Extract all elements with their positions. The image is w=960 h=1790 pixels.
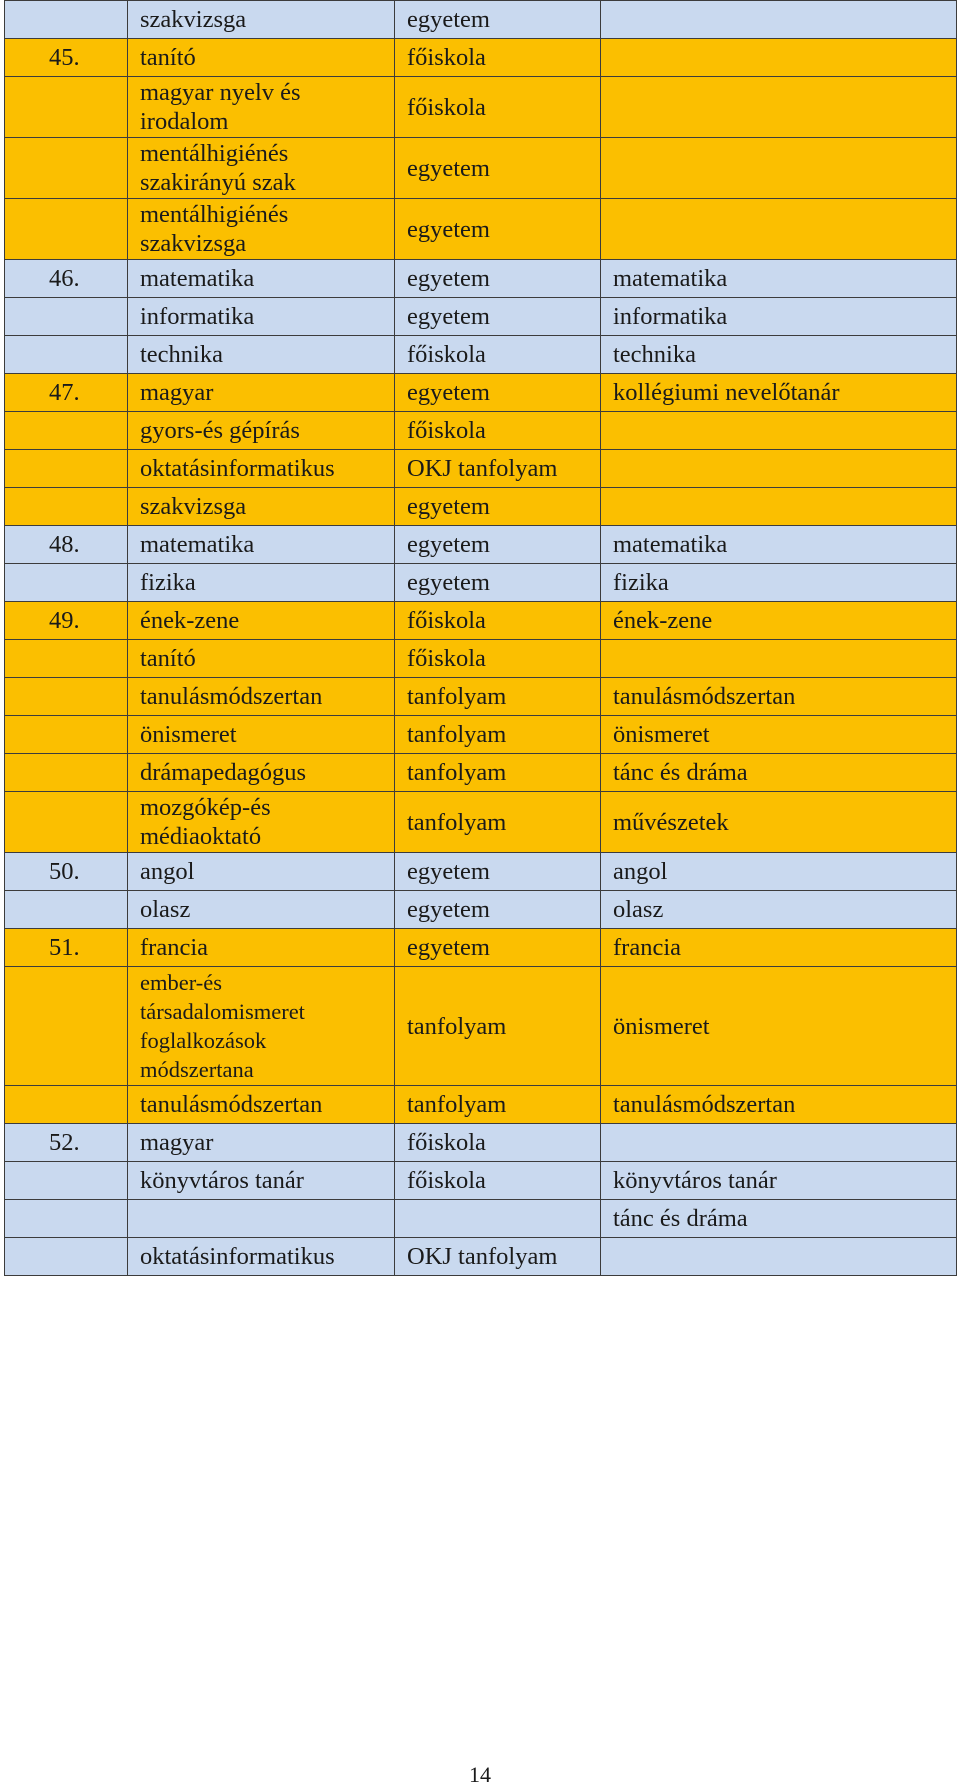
subject-cell: drámapedagógus [128, 754, 395, 792]
subject-cell: magyar [128, 1124, 395, 1162]
qualifications-table [4, 0, 957, 1276]
level-cell: egyetem [395, 853, 601, 891]
table-row [5, 929, 957, 967]
taught-subject-cell: művészetek [601, 792, 957, 853]
subject-cell: fizika [128, 564, 395, 602]
level-cell: főiskola [395, 39, 601, 77]
row-number-cell [5, 336, 128, 374]
level-cell: tanfolyam [395, 792, 601, 853]
table-row [5, 754, 957, 792]
table-row [5, 1124, 957, 1162]
taught-subject-cell: francia [601, 929, 957, 967]
row-number-cell [5, 1, 128, 39]
row-number-cell [5, 678, 128, 716]
row-number-cell: 51. [5, 929, 128, 967]
taught-subject-cell: olasz [601, 891, 957, 929]
table-row [5, 298, 957, 336]
level-cell: egyetem [395, 1, 601, 39]
subject-cell: mentálhigiénés szakirányú szak [128, 138, 395, 199]
table-row [5, 488, 957, 526]
table-row [5, 374, 957, 412]
level-cell: egyetem [395, 199, 601, 260]
row-number-cell [5, 754, 128, 792]
subject-cell: önismeret [128, 716, 395, 754]
level-cell: egyetem [395, 138, 601, 199]
row-number-cell [5, 716, 128, 754]
level-cell: egyetem [395, 526, 601, 564]
table-row [5, 1162, 957, 1200]
subject-cell: szakvizsga [128, 1, 395, 39]
table-row [5, 891, 957, 929]
subject-cell: ének-zene [128, 602, 395, 640]
taught-subject-cell: angol [601, 853, 957, 891]
subject-cell: matematika [128, 526, 395, 564]
level-cell: egyetem [395, 298, 601, 336]
table-row [5, 716, 957, 754]
level-cell: egyetem [395, 374, 601, 412]
table-row [5, 564, 957, 602]
taught-subject-cell [601, 138, 957, 199]
table-row [5, 199, 957, 260]
table-body [5, 1, 957, 1276]
subject-cell: tanító [128, 640, 395, 678]
row-number-cell: 50. [5, 853, 128, 891]
taught-subject-cell: tánc és dráma [601, 1200, 957, 1238]
subject-cell: mentálhigiénés szakvizsga [128, 199, 395, 260]
taught-subject-cell [601, 1124, 957, 1162]
row-number-cell: 48. [5, 526, 128, 564]
subject-cell: magyar nyelv és irodalom [128, 77, 395, 138]
level-cell: tanfolyam [395, 716, 601, 754]
table-row [5, 39, 957, 77]
subject-cell: szakvizsga [128, 488, 395, 526]
taught-subject-cell: önismeret [601, 967, 957, 1086]
row-number-cell [5, 792, 128, 853]
row-number-cell [5, 412, 128, 450]
taught-subject-cell [601, 1, 957, 39]
row-number-cell [5, 1238, 128, 1276]
row-number-cell: 45. [5, 39, 128, 77]
subject-cell: francia [128, 929, 395, 967]
level-cell: egyetem [395, 260, 601, 298]
table-row [5, 1, 957, 39]
row-number-cell [5, 199, 128, 260]
table-row [5, 853, 957, 891]
row-number-cell: 49. [5, 602, 128, 640]
subject-cell: oktatásinformatikus [128, 1238, 395, 1276]
row-number-cell [5, 488, 128, 526]
subject-cell: angol [128, 853, 395, 891]
taught-subject-cell: informatika [601, 298, 957, 336]
table-row [5, 792, 957, 853]
taught-subject-cell: tánc és dráma [601, 754, 957, 792]
table-row [5, 450, 957, 488]
level-cell: egyetem [395, 929, 601, 967]
level-cell: tanfolyam [395, 754, 601, 792]
subject-cell: mozgókép-és médiaoktató [128, 792, 395, 853]
level-cell: főiskola [395, 602, 601, 640]
level-cell: főiskola [395, 77, 601, 138]
taught-subject-cell: könyvtáros tanár [601, 1162, 957, 1200]
taught-subject-cell: fizika [601, 564, 957, 602]
row-number-cell: 52. [5, 1124, 128, 1162]
subject-cell: matematika [128, 260, 395, 298]
row-number-cell [5, 1086, 128, 1124]
table-row [5, 640, 957, 678]
taught-subject-cell [601, 199, 957, 260]
row-number-cell [5, 967, 128, 1086]
subject-cell: tanító [128, 39, 395, 77]
table-row [5, 412, 957, 450]
subject-cell: oktatásinformatikus [128, 450, 395, 488]
level-cell: főiskola [395, 336, 601, 374]
subject-cell: könyvtáros tanár [128, 1162, 395, 1200]
taught-subject-cell [601, 39, 957, 77]
subject-cell: olasz [128, 891, 395, 929]
subject-cell: ember-és társadalomismeret foglalkozások módszertana [128, 967, 395, 1086]
taught-subject-cell [601, 1238, 957, 1276]
table-row [5, 678, 957, 716]
table-row [5, 1238, 957, 1276]
table-row [5, 260, 957, 298]
taught-subject-cell: ének-zene [601, 602, 957, 640]
subject-cell: technika [128, 336, 395, 374]
level-cell: főiskola [395, 412, 601, 450]
row-number-cell: 46. [5, 260, 128, 298]
taught-subject-cell: kollégiumi nevelőtanár [601, 374, 957, 412]
level-cell [395, 1200, 601, 1238]
taught-subject-cell: matematika [601, 260, 957, 298]
level-cell: főiskola [395, 1162, 601, 1200]
taught-subject-cell [601, 77, 957, 138]
row-number-cell: 47. [5, 374, 128, 412]
taught-subject-cell [601, 488, 957, 526]
taught-subject-cell: technika [601, 336, 957, 374]
level-cell: főiskola [395, 1124, 601, 1162]
taught-subject-cell [601, 412, 957, 450]
page-number: 14 [469, 1762, 491, 1787]
row-number-cell [5, 298, 128, 336]
subject-cell: tanulásmódszertan [128, 678, 395, 716]
subject-cell [128, 1200, 395, 1238]
taught-subject-cell: önismeret [601, 716, 957, 754]
row-number-cell [5, 891, 128, 929]
level-cell: tanfolyam [395, 967, 601, 1086]
table-row [5, 138, 957, 199]
taught-subject-cell: tanulásmódszertan [601, 1086, 957, 1124]
level-cell: egyetem [395, 488, 601, 526]
table-row [5, 967, 957, 1086]
level-cell: egyetem [395, 891, 601, 929]
subject-cell: tanulásmódszertan [128, 1086, 395, 1124]
level-cell: OKJ tanfolyam [395, 450, 601, 488]
table-row [5, 1086, 957, 1124]
row-number-cell [5, 564, 128, 602]
table-row [5, 336, 957, 374]
taught-subject-cell: tanulásmódszertan [601, 678, 957, 716]
level-cell: főiskola [395, 640, 601, 678]
table-row [5, 77, 957, 138]
taught-subject-cell: matematika [601, 526, 957, 564]
row-number-cell [5, 1162, 128, 1200]
taught-subject-cell [601, 640, 957, 678]
subject-cell: informatika [128, 298, 395, 336]
table-row [5, 1200, 957, 1238]
level-cell: tanfolyam [395, 678, 601, 716]
level-cell: tanfolyam [395, 1086, 601, 1124]
row-number-cell [5, 1200, 128, 1238]
subject-cell: gyors-és gépírás [128, 412, 395, 450]
taught-subject-cell [601, 450, 957, 488]
level-cell: egyetem [395, 564, 601, 602]
table-row [5, 602, 957, 640]
level-cell: OKJ tanfolyam [395, 1238, 601, 1276]
row-number-cell [5, 640, 128, 678]
row-number-cell [5, 77, 128, 138]
row-number-cell [5, 138, 128, 199]
table-row [5, 526, 957, 564]
row-number-cell [5, 450, 128, 488]
subject-cell: magyar [128, 374, 395, 412]
